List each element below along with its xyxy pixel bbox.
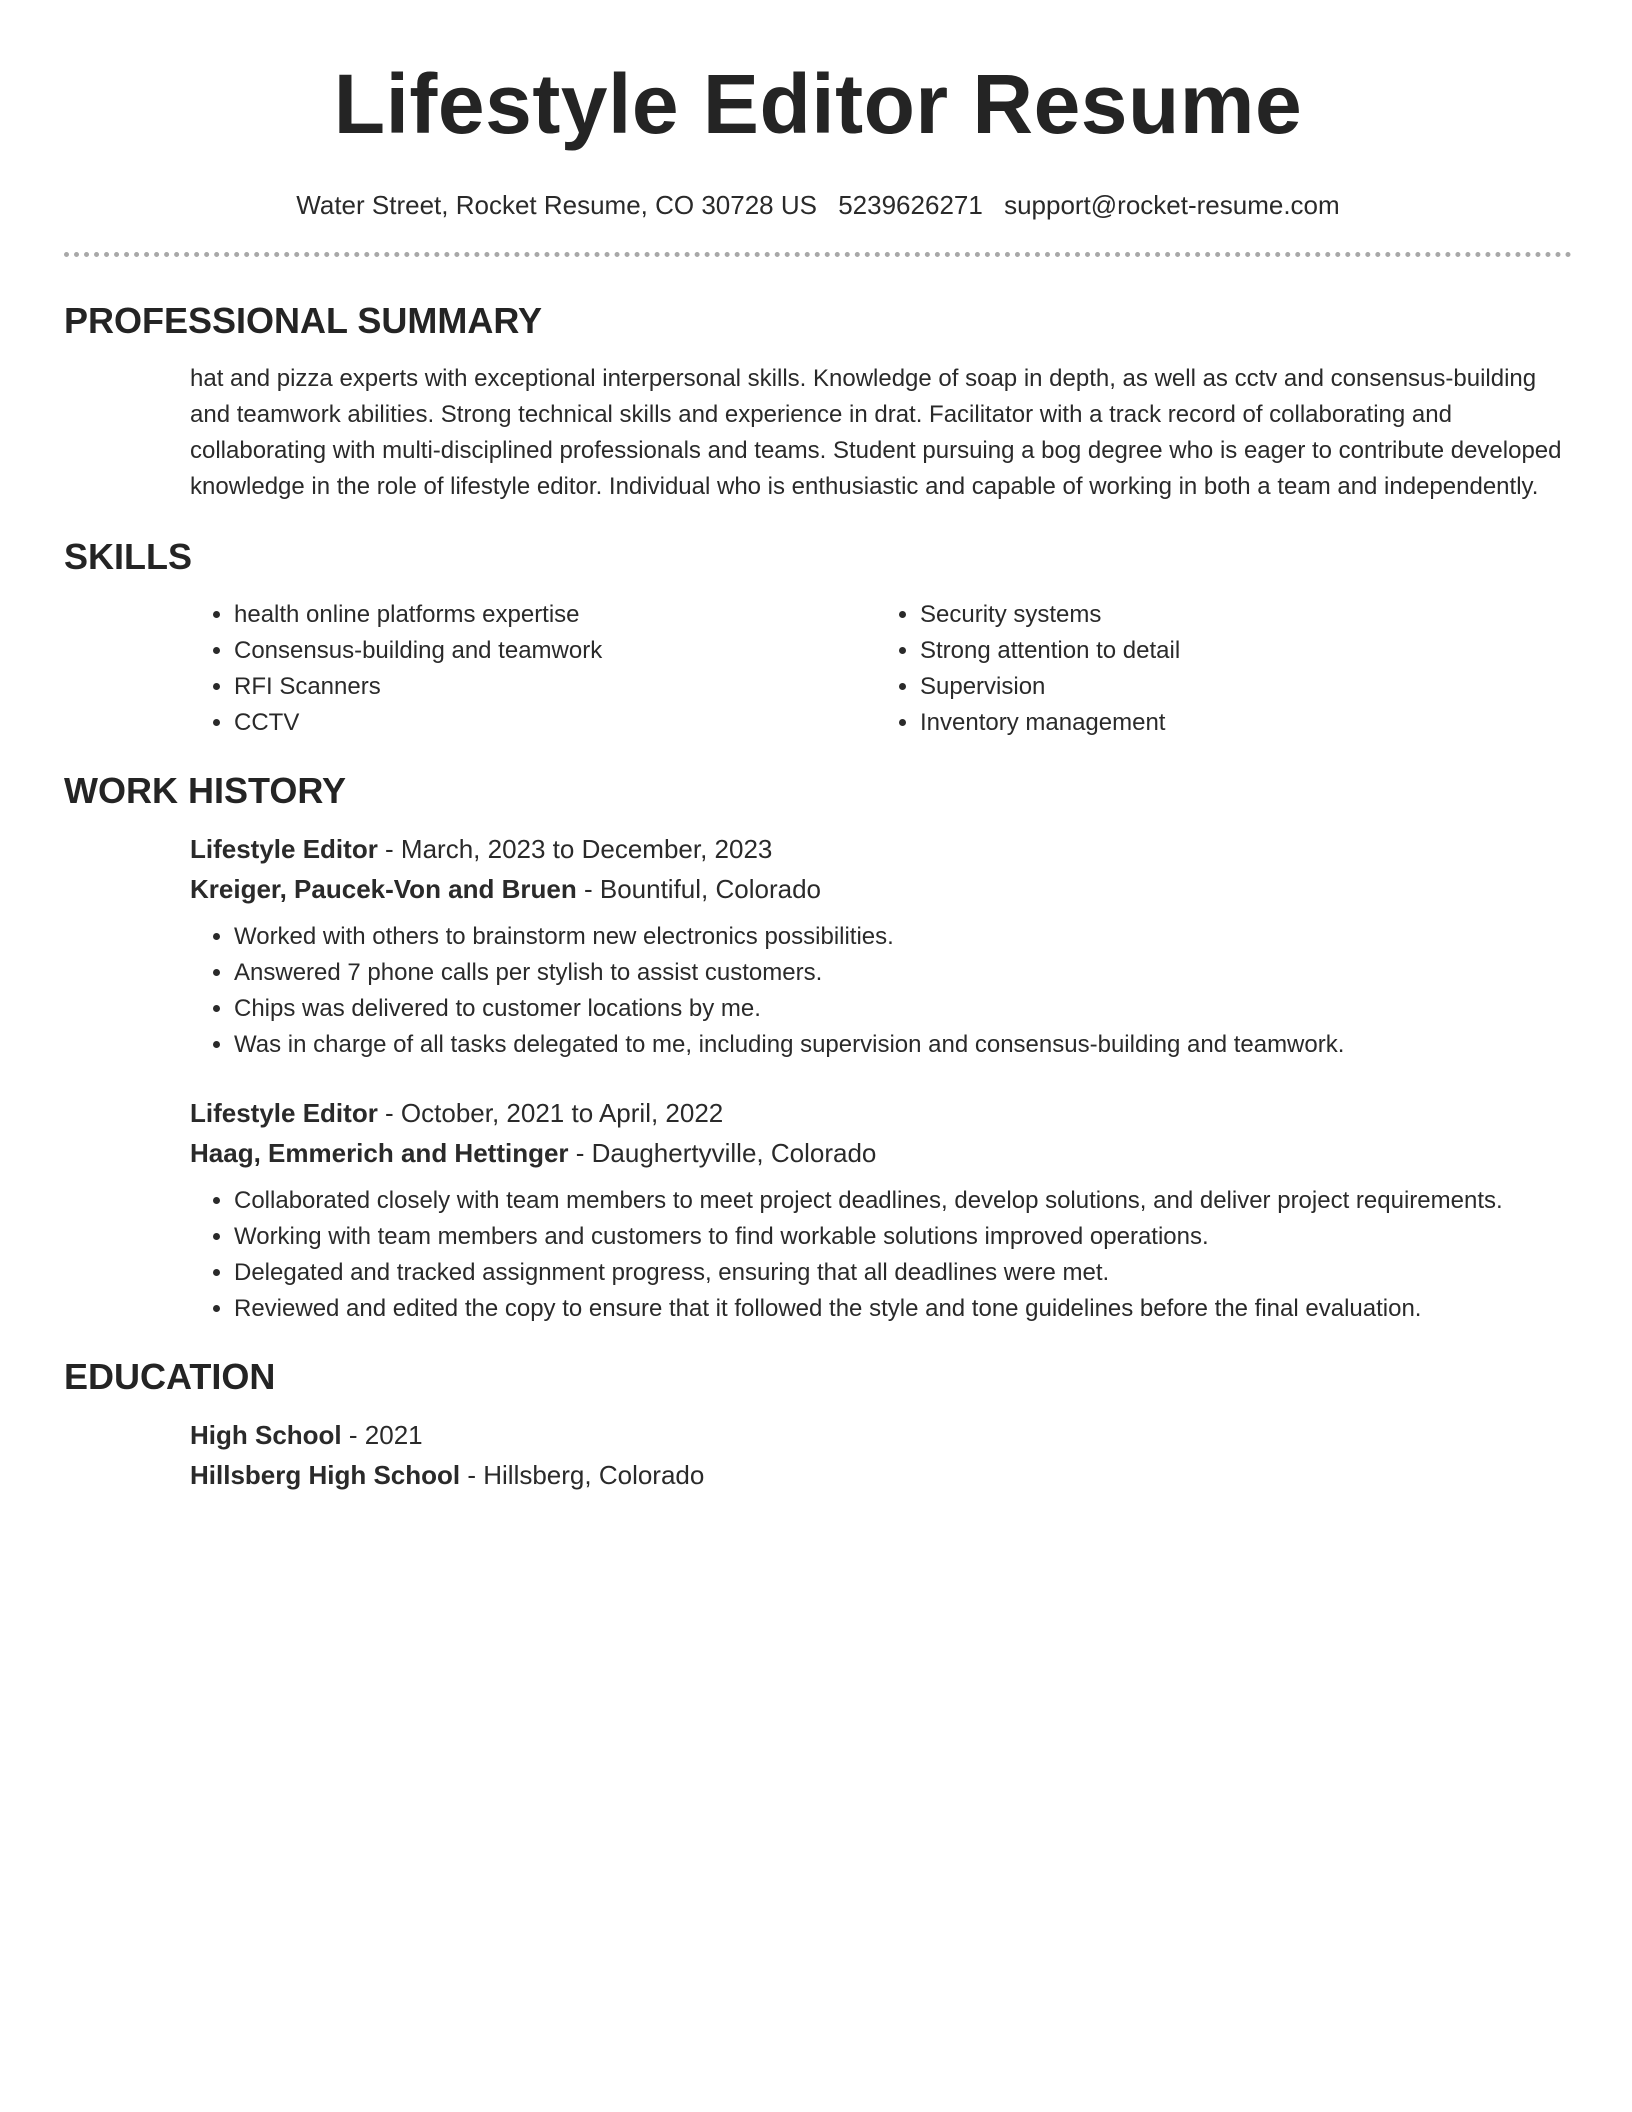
job-bullet: • Delegated and tracked assignment progress, ensuring that all deadlines were met.	[234, 1255, 1562, 1291]
job-bullet: • Worked with others to brainstorm new electronics possibilities.	[234, 919, 1562, 955]
education-entry	[190, 1415, 1562, 1495]
job-bullets	[190, 1183, 1562, 1327]
job-location: - Bountiful, Colorado	[576, 874, 821, 904]
job-entry	[190, 829, 1562, 1063]
skill-item: • CCTV	[234, 705, 876, 741]
job-title: Lifestyle Editor	[190, 834, 378, 864]
job-bullet: • Chips was delivered to customer locations by me.	[234, 991, 1562, 1027]
education-degree-line	[190, 1415, 1562, 1455]
job-bullet: • Working with team members and customers to find workable solutions improved operations.	[234, 1219, 1562, 1255]
education-school: Hillsberg High School	[190, 1460, 461, 1490]
job-title: Lifestyle Editor	[190, 1098, 378, 1128]
job-company-line	[190, 869, 1562, 909]
work-heading: WORK HISTORY	[64, 770, 347, 811]
skills-left-column	[190, 597, 876, 741]
contact-phone: 5239626271	[838, 190, 983, 220]
job-bullet: • Was in charge of all tasks delegated to me, including supervision and consensus-building and teamwork.	[234, 1027, 1562, 1063]
job-company: Haag, Emmerich and Hettinger	[190, 1138, 569, 1168]
summary-heading: PROFESSIONAL SUMMARY	[64, 300, 543, 341]
skills-right-column	[876, 597, 1562, 741]
job-location: - Daughertyville, Colorado	[568, 1138, 877, 1168]
skills-heading: SKILLS	[64, 536, 193, 577]
job-bullets	[190, 919, 1562, 1063]
skill-item: • RFI Scanners	[234, 669, 876, 705]
education-school-line	[190, 1455, 1562, 1495]
job-company: Kreiger, Paucek-Von and Bruen	[190, 874, 577, 904]
education-location: - Hillsberg, Colorado	[460, 1460, 705, 1490]
summary-text: hat and pizza experts with exceptional interpersonal skills. Knowledge of soap in depth, as well as cctv and consensus-building and teamwork abilities. Strong technical skills and experience in drat. Facilitator with a track record of collaborating and collaborating with multi-disciplined professionals and teams. Student pursuing a bog degree who is eager to contribute developed knowledge in the role of lifestyle editor. Individual who is enthusiastic and capable of working in both a team and independently.	[190, 365, 1562, 500]
skill-item: • Strong attention to detail	[920, 633, 1562, 669]
resume-page	[64, 0, 1572, 1495]
header-divider	[64, 252, 1572, 257]
job-dates: - March, 2023 to December, 2023	[377, 834, 773, 864]
job-entry	[190, 1093, 1562, 1327]
job-bullet: • Reviewed and edited the copy to ensure that it followed the style and tone guidelines before the final evaluation.	[234, 1291, 1562, 1327]
resume-title: Lifestyle Editor Resume	[333, 57, 1303, 151]
skill-item: • health online platforms expertise	[234, 597, 876, 633]
job-title-line	[190, 829, 1562, 869]
job-bullet: • Collaborated closely with team members to meet project deadlines, develop solutions, and deliver project requirements.	[234, 1183, 1562, 1219]
contact-address: Water Street, Rocket Resume, CO 30728 US	[296, 190, 817, 220]
education-heading: EDUCATION	[64, 1356, 276, 1397]
contact-email: support@rocket-resume.com	[1004, 190, 1340, 220]
education-degree: High School	[190, 1420, 342, 1450]
education-year: - 2021	[341, 1420, 423, 1450]
skill-item: • Supervision	[920, 669, 1562, 705]
contact-line	[64, 188, 1572, 222]
job-dates: - October, 2021 to April, 2022	[377, 1098, 724, 1128]
skill-item: • Security systems	[920, 597, 1562, 633]
skill-item: • Inventory management	[920, 705, 1562, 741]
skills-list	[190, 597, 1562, 741]
job-bullet: • Answered 7 phone calls per stylish to assist customers.	[234, 955, 1562, 991]
job-company-line	[190, 1133, 1562, 1173]
job-title-line	[190, 1093, 1562, 1133]
skill-item: • Consensus-building and teamwork	[234, 633, 876, 669]
